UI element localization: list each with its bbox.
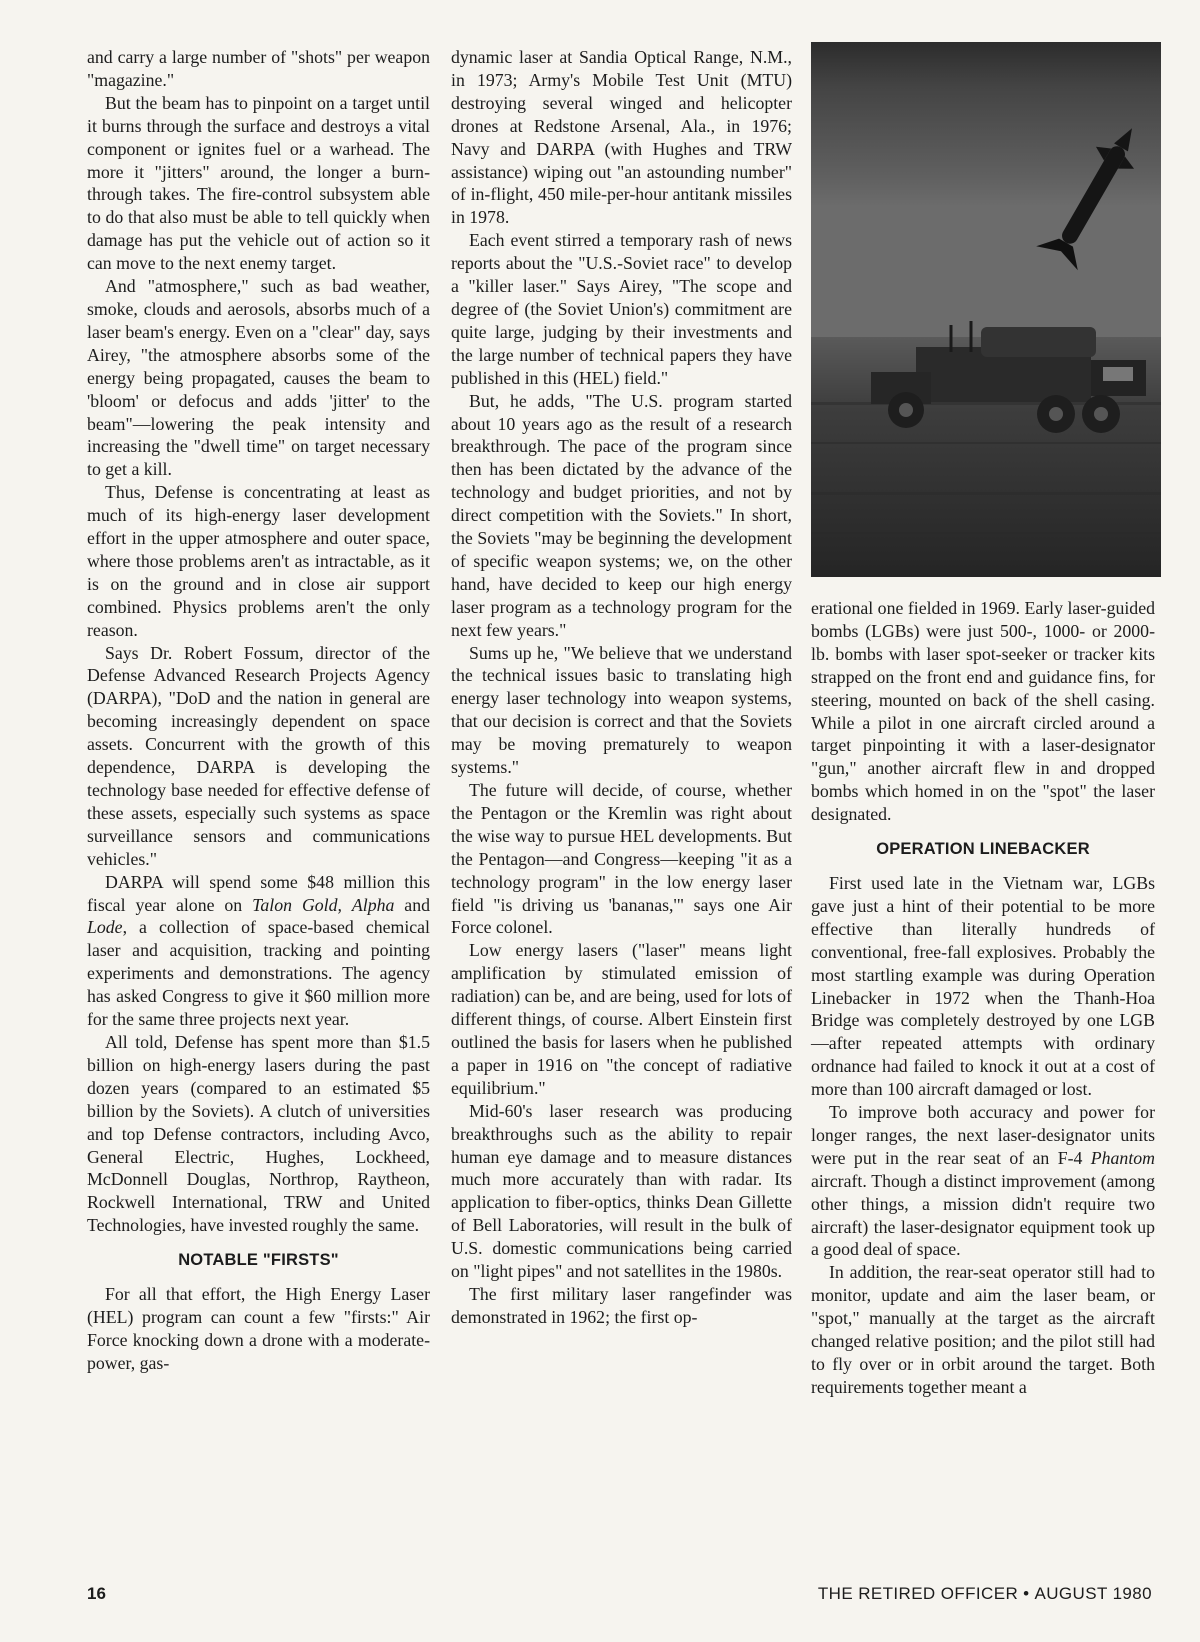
- paragraph: The first military laser rangefinder was demonstrated in 1962; the first op-: [451, 1283, 792, 1327]
- paragraph: Sums up he, "We believe that we understand the technical issues basic to translating high energy laser technology into weapon systems, that our decision is correct and that the Soviets may be moving prematurely to weapon systems.": [451, 642, 792, 778]
- photo-illustration: [811, 42, 1161, 577]
- paragraph: and carry a large number of "shots" per weapon "magazine.": [87, 47, 430, 90]
- photo-truck-and-bomb: [811, 42, 1161, 577]
- paragraph: Low energy lasers ("laser" means light amplification by stimulated emission of radiation) can be, and are being, used for lots of different things, of course. Albert Einstein first outlined the basis for lasers when he published a paper in 1916 on "the concept of radiative equilibrium.": [451, 940, 792, 1098]
- text-run: , a collection of space-based chemical laser and acquisition, tracking and pointing experiments and demonstrations. The agency has asked Congress to give it $60 million more for the same three projects next year.: [87, 917, 430, 1030]
- paragraph: Says Dr. Robert Fossum, director of the Defense Advanced Research Projects Agency (DARPA), "DoD and the nation in general are becoming increasingly dependent on space assets. Concurrent with the growth of this dependence, DARPA is developing the technology base needed for effective defense of these assets, especially such systems as space surveillance sensors and communications vehicles.": [87, 642, 430, 869]
- paragraph: For all that effort, the High Energy Laser (HEL) program can count a few "firsts:" Air Force knocking down a drone with a moderate-power, gas-: [87, 1284, 430, 1373]
- paragraph: But, he adds, "The U.S. program started about 10 years ago as the result of a research breakthrough. The pace of the program since then has been dictated by the advance of the technology and budget priorities, and not by direct competition with the Soviets." In short, the Soviets "may be beginning the development of specific weapon systems; we, on the other hand, have decided to keep our high energy laser program as a technology program for the next few years.": [451, 390, 792, 640]
- paragraph: In addition, the rear-seat operator still had to monitor, update and aim the laser beam, or "spot," manually at the target as the aircraft changed relative position; and the pilot still had to fly over or in orbit around the target. Both requirements together meant a: [811, 1262, 1155, 1397]
- section-heading: OPERATION LINEBACKER: [876, 840, 1090, 859]
- paragraph: But the beam has to pinpoint on a target until it burns through the surface and destroys a vital component or ignites fuel or a warhead. The more it "jitters" around, the longer a burn-through takes. The fire-control subsystem able to do that also must be able to tell quickly when damage has put the vehicle out of action so it can move to the next enemy target.: [87, 92, 430, 274]
- paragraph: Each event stirred a temporary rash of news reports about the "U.S.-Soviet race" to develop a "killer laser." Says Airey, "The scope and degree of (the Soviet Union's) commitment are quite large, judging by their investments and the large number of technical papers they have published in this (HEL) field.": [451, 230, 792, 388]
- paragraph: dynamic laser at Sandia Optical Range, N.M., in 1973; Army's Mobile Test Unit (MTU) destroying several winged and helicopter drones at Redstone Arsenal, Ala., in 1976; Navy and DARPA (with Hughes and TRW assistance) wiping out "an astounding number" of in-flight, 450 mile-per-hour antitank missiles in 1978.: [451, 47, 792, 228]
- section-heading: NOTABLE "FIRSTS": [178, 1251, 339, 1270]
- article-column-2: [451, 46, 792, 1329]
- paragraph: [87, 871, 430, 1031]
- italic-text: Lode: [87, 917, 123, 938]
- italic-text: Phantom: [1090, 1147, 1155, 1168]
- text-run: To improve both accuracy and power for longer ranges, the next laser-designator units were put in the rear seat of an F-4: [811, 1102, 1155, 1168]
- bullet-separator: •: [1023, 1584, 1030, 1603]
- running-footer: [818, 1584, 1152, 1604]
- text-run: DARPA will spend some $48 million this fiscal year alone on: [87, 871, 430, 915]
- publication-name: THE RETIRED OFFICER: [817, 1584, 1019, 1603]
- page-number: 16: [87, 1584, 106, 1603]
- italic-text: Alpha: [351, 894, 395, 915]
- paragraph: Mid-60's laser research was producing breakthroughs such as the ability to repair human eye damage and to measure distances much more accurately than with radar. Its application to fiber-optics, thinks Dean Gillette of Bell Laboratories, will result in the bulk of U.S. domestic communications being carried on "light pipes" and not satellites in the 1980s.: [451, 1100, 792, 1282]
- paragraph: First used late in the Vietnam war, LGBs gave just a hint of their potential to be more effective than literally hundreds of conventional, free-fall explosives. Probably the most startling example was during Operation Linebacker in 1972 when the Thanh-Hoa Bridge was completely destroyed by one LGB—after repeated attempts with ordinary ordnance had failed to knock it out at a cost of more than 100 aircraft damaged or lost.: [811, 872, 1155, 1100]
- paragraph: Thus, Defense is concentrating at least as much of its high-energy laser development effort in the upper atmosphere and outer space, where those problems aren't as intractable, as it is on the ground and in close air support combined. Physics problems aren't the only reason.: [87, 482, 430, 640]
- paragraph: And "atmosphere," such as bad weather, smoke, clouds and aerosols, absorbs much of a laser beam's energy. Even on a "clear" day, says Airey, "the atmosphere absorbs some of the energy being propagated, causes the beam to 'bloom' or defocus and adds 'jitter' to the beam"—lowering the peak intensity and increasing the "dwell time" on target necessary to get a kill.: [87, 276, 430, 480]
- paragraph: All told, Defense has spent more than $1.5 billion on high-energy lasers during the past dozen years (compared to an estimated $5 billion by the Soviets). A clutch of universities and top Defense contractors, including Avco, General Electric, Hughes, Lockheed, McDonnell Douglas, Northrop, Raytheon, Rockwell International, TRW and United Technologies, have invested roughly the same.: [87, 1031, 430, 1236]
- paragraph: The future will decide, of course, whether the Pentagon or the Kremlin was right about the wise way to pursue HEL developments. But the Pentagon—and Congress—keeping "it as a technology program" in the low energy laser field "is driving us 'bananas,'" says one Air Force colonel.: [451, 780, 792, 938]
- issue-date: AUGUST 1980: [1034, 1584, 1152, 1603]
- article-column-3: [811, 597, 1155, 1399]
- text-run: and: [394, 894, 430, 915]
- paragraph: [811, 1101, 1155, 1261]
- text-run: aircraft. Though a distinct improvement (among other things, a mission didn't require two aircraft) the laser-designator equipment took up a good deal of space.: [811, 1170, 1155, 1260]
- italic-text: Talon Gold,: [252, 894, 342, 915]
- article-column-1: [87, 46, 430, 1375]
- paragraph: erational one fielded in 1969. Early laser-guided bombs (LGBs) were just 500-, 1000- or 2000-lb. bombs with laser spot-seeker or tracker kits strapped on the front end and guidance fins, for steering, mounted on back of the shell casing. While a pilot in one aircraft circled around a target pinpointing it with a laser-designator "gun," another aircraft flew in and dropped bombs which homed in on the "spot" the laser designated.: [811, 598, 1155, 825]
